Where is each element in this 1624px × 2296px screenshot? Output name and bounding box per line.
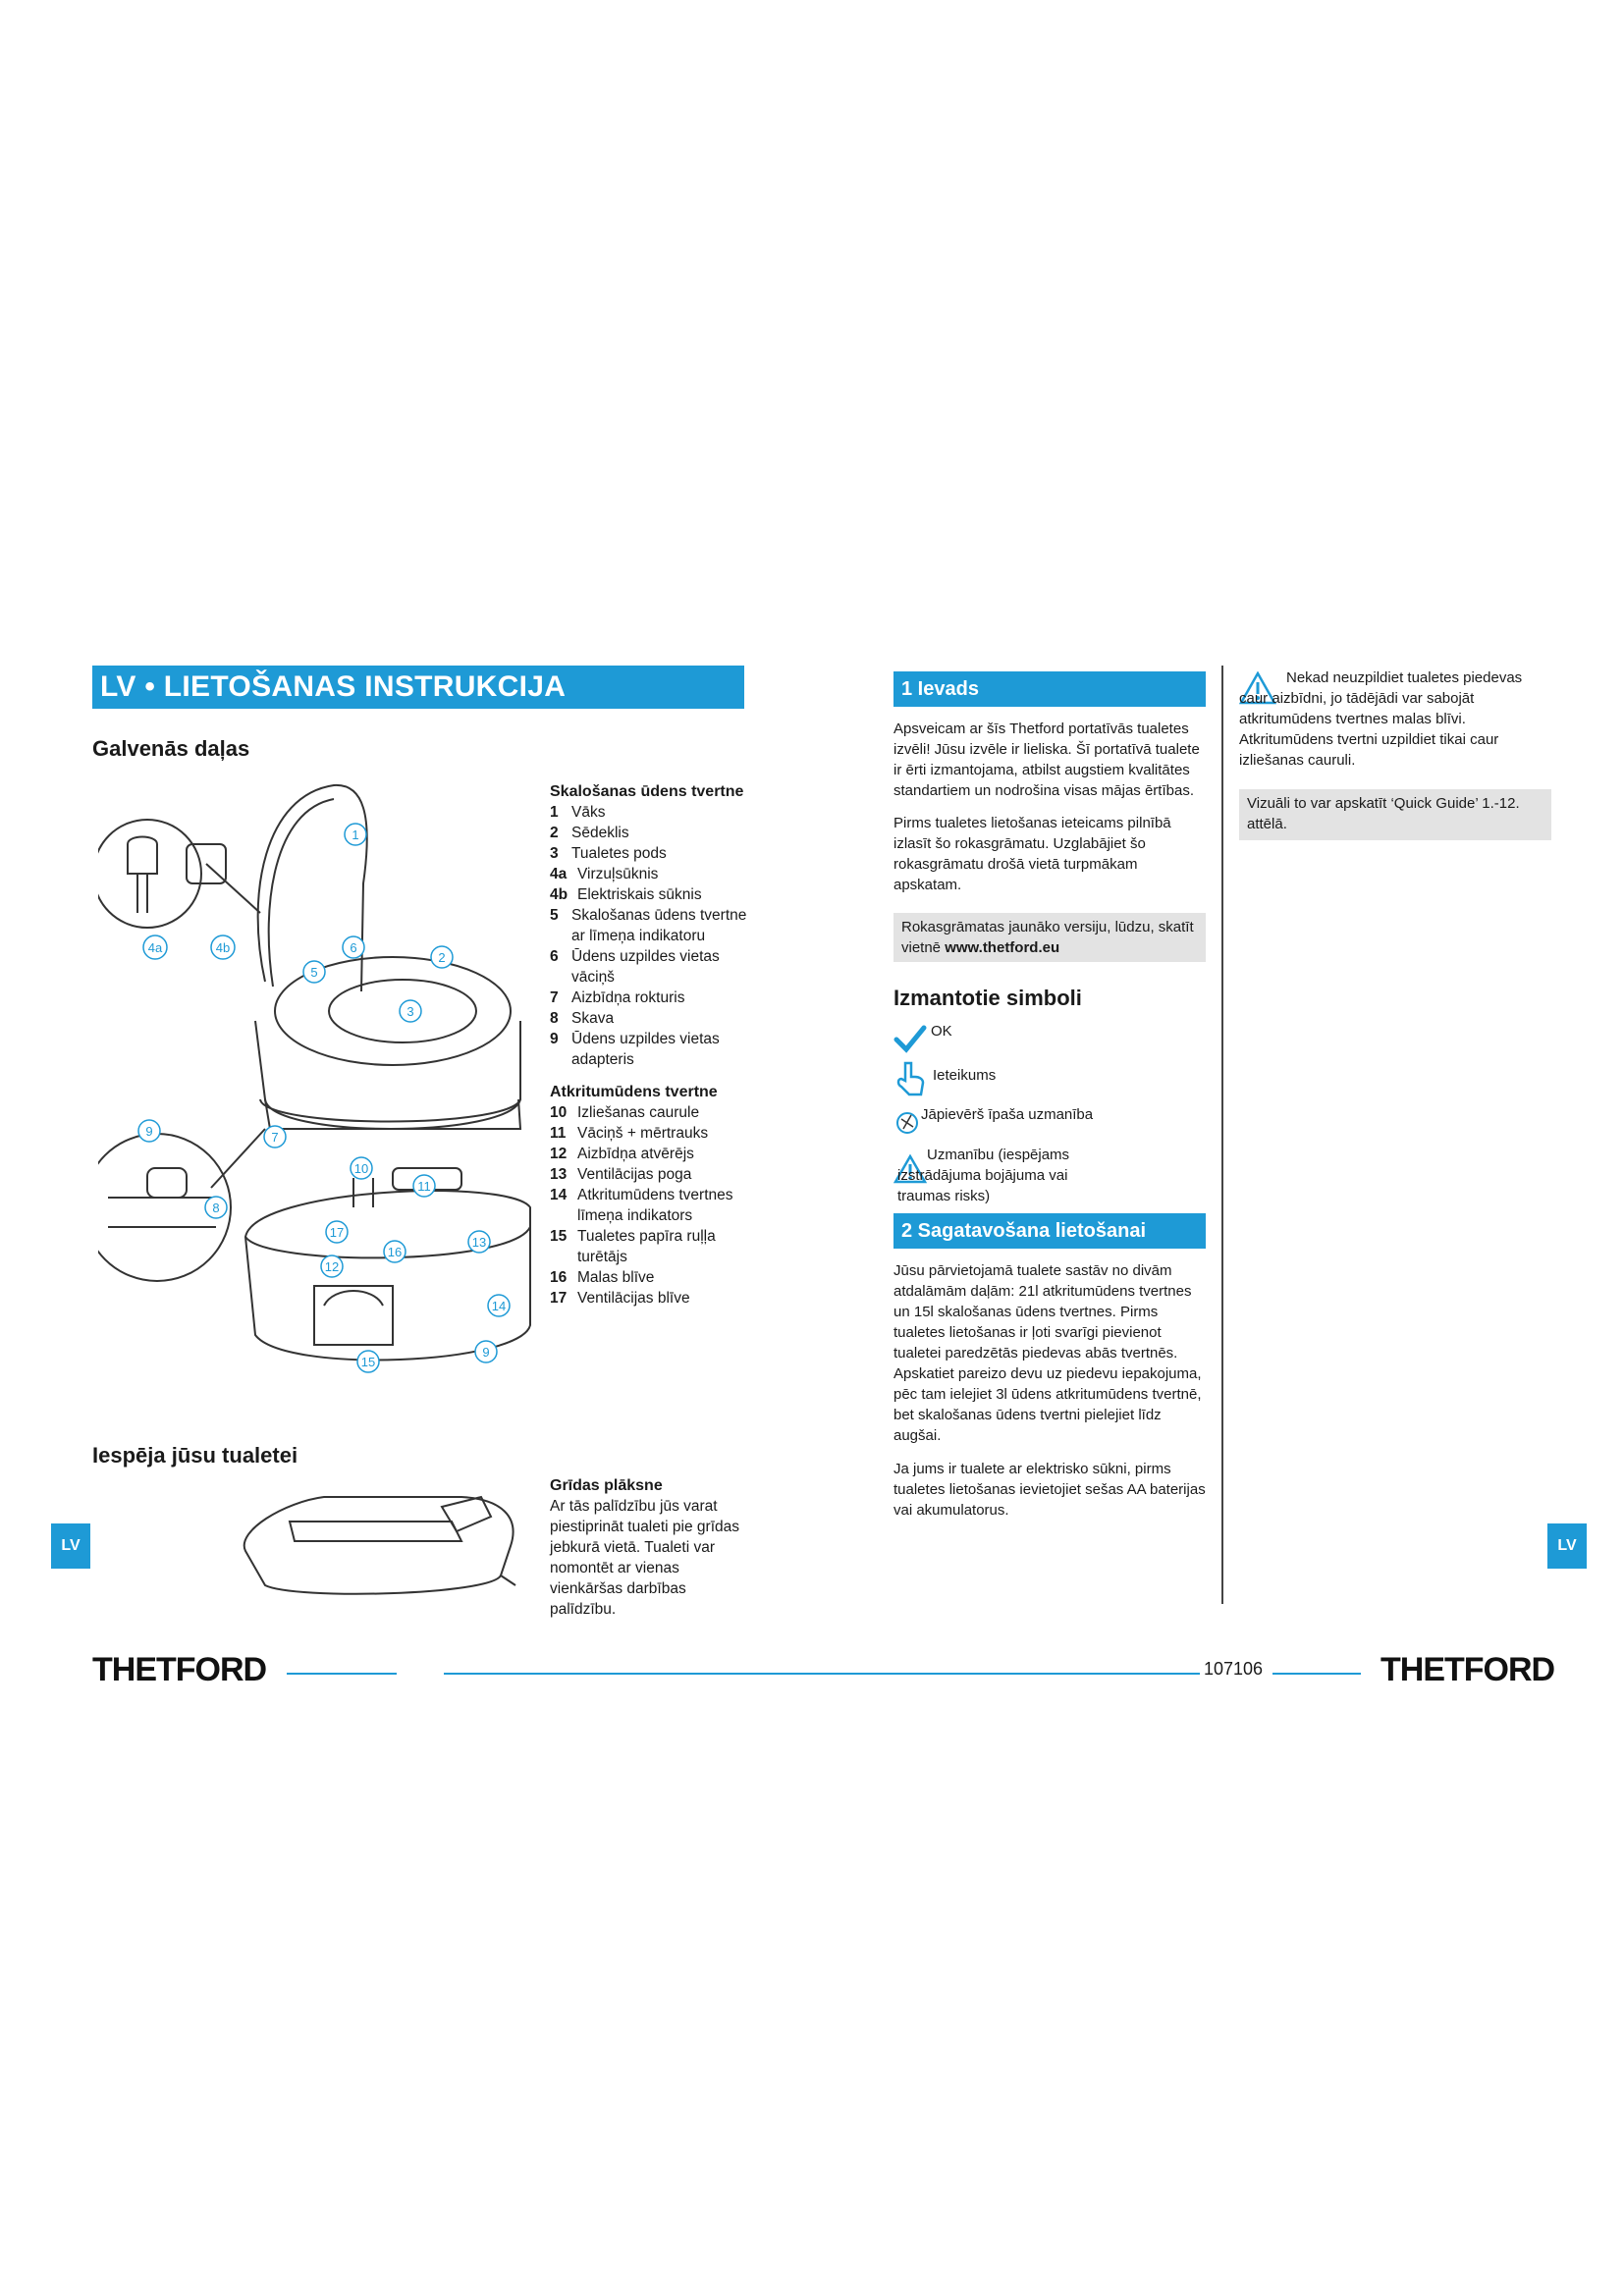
- parts-list-text: Elektriskais sūknis: [577, 886, 702, 903]
- section-1-title: 1 Ievads: [893, 671, 1206, 707]
- page-title: LV • LIETOŠANAS INSTRUKCIJA: [92, 666, 744, 709]
- callout-2: 2: [438, 950, 446, 965]
- check-icon: [893, 1024, 927, 1053]
- quick-guide-note: Vizuāli to var apskatīt ‘Quick Guide’ 1.-12. attēlā.: [1239, 789, 1551, 840]
- callout-14: 14: [491, 1299, 507, 1313]
- callout-7: 7: [271, 1130, 279, 1145]
- parts-list-text: Izliešanas caurule: [577, 1104, 700, 1121]
- parts-list-number: 1: [550, 804, 559, 821]
- parts-list-number: 11: [550, 1125, 567, 1142]
- callout-3: 3: [406, 1004, 414, 1019]
- callout-12: 12: [324, 1259, 340, 1274]
- parts-list-text: Atkritumūdens tvertnes līmeņa indikators: [577, 1187, 733, 1224]
- parts-list-item: [550, 884, 756, 905]
- parts-list-number: 17: [550, 1290, 568, 1307]
- thetford-logo-left: THETFORD: [92, 1651, 267, 1688]
- parts-list-number: 3: [550, 845, 559, 862]
- section-2-paragraph-1: Jūsu pārvietojamā tualete sastāv no divām atdalāmām daļām: 21l atkritumūdens tvertnes un 15l skalošanas ūdens tvertnes. Pirms tualetes lietošanas ir ļoti svarīgi pievienot tualetei paredzētās piedevas abās tvertnēs. Apskatiet pareizo devu uz piedevu iepakojuma, pēc tam ielejiet 3l ūdens atkritumūdens tvertnē, bet skalošanas ūdens tvertni pielejiet līdz augšai.: [893, 1262, 1202, 1444]
- document-number: 107106: [1200, 1659, 1267, 1680]
- section-2-paragraph-2: Ja jums ir tualete ar elektrisko sūkni, pirms tualetes lietošanas ievietojiet sešas AA baterijas vai akumulatorus.: [893, 1461, 1206, 1519]
- callout-11: 11: [417, 1179, 431, 1194]
- parts-list-text: Malas blīve: [577, 1269, 655, 1286]
- parts-list-text: Vāciņš + mērtrauks: [577, 1125, 709, 1142]
- parts-list-item: [550, 1267, 756, 1288]
- section-1-paragraph-2: Pirms tualetes lietošanas ieteicams pilnībā izlasīt šo rokasgrāmatu. Uzglabājiet šo rokasgrāmatu drošā vietā turpmākam apskatam.: [893, 815, 1171, 893]
- parts-list-text: Tualetes papīra ruļļa turētājs: [577, 1228, 716, 1265]
- parts-list-text: Ventilācijas blīve: [577, 1290, 690, 1307]
- parts-list-text: Skalošanas ūdens tvertne ar līmeņa indikatoru: [571, 907, 747, 944]
- toilet-parts-diagram: [98, 775, 550, 1404]
- parts-list-item: [550, 1144, 756, 1164]
- parts-list-text: Vāks: [571, 804, 606, 821]
- parts-list-item: [550, 802, 756, 823]
- parts-list-number: 10: [550, 1104, 568, 1121]
- symbols-list: [893, 1019, 1206, 1204]
- callout-5: 5: [310, 965, 318, 980]
- floor-plate-heading: Grīdas plāksne: [550, 1477, 663, 1494]
- floor-plate-block: [550, 1475, 756, 1620]
- thetford-link[interactable]: www.thetford.eu: [945, 939, 1060, 956]
- parts-list-text: Ūdens uzpildes vietas vāciņš: [571, 948, 720, 986]
- parts-list-item: [550, 823, 756, 843]
- parts-list-item: [550, 864, 756, 884]
- parts-list-number: 13: [550, 1166, 568, 1183]
- symbol-recommendation: [893, 1058, 1206, 1099]
- parts-list-text: Tualetes pods: [571, 845, 667, 862]
- attention-hand-icon: [893, 1105, 921, 1135]
- callout-4b: 4b: [215, 940, 231, 955]
- parts-list-text: Ūdens uzpildes vietas adapteris: [571, 1031, 720, 1068]
- warning-text: Nekad neuzpildiet tualetes piedevas caur aizbīdni, jo tādējādi var sabojāt atkritumūdens tvertnes malas blīvi. Atkritumūdens tvertni uzpildiet tikai caur izliešanas cauruli.: [1239, 669, 1523, 769]
- main-parts-heading: Galvenās daļas: [92, 736, 250, 761]
- section-1-paragraph-1: Apsveicam ar šīs Thetford portatīvās tualetes izvēli! Jūsu izvēle ir lieliska. Šī portatīvā tualete ir ērti izmantojama, atbilst augstiem kvalitātes standartiem un nodrošina visas mājas ērtības.: [893, 721, 1200, 799]
- symbol-attention: [893, 1099, 1206, 1141]
- waste-tank-heading: Atkritumūdens tvertne: [550, 1084, 718, 1100]
- parts-list-text: Aizbīdņa rokturis: [571, 989, 685, 1006]
- symbol-caution: [893, 1141, 1206, 1204]
- parts-list-number: 16: [550, 1269, 568, 1286]
- parts-list-item: [550, 1226, 756, 1267]
- parts-list-text: Ventilācijas poga: [577, 1166, 692, 1183]
- callout-10: 10: [353, 1161, 369, 1176]
- parts-list-item: [550, 905, 756, 946]
- callout-8: 8: [212, 1201, 220, 1215]
- parts-list-item: [550, 988, 756, 1008]
- callout-16: 16: [387, 1245, 403, 1259]
- flush-tank-heading: Skalošanas ūdens tvertne: [550, 783, 744, 800]
- parts-list-item: [550, 1102, 756, 1123]
- latest-version-note: [893, 913, 1206, 962]
- callout-9b: 9: [482, 1345, 490, 1360]
- parts-list-number: 4b: [550, 886, 568, 903]
- language-tab-left[interactable]: LV: [51, 1523, 90, 1569]
- parts-list-number: 8: [550, 1010, 559, 1027]
- parts-list-number: 7: [550, 989, 559, 1006]
- symbol-recommendation-label: Ieteikums: [933, 1066, 997, 1084]
- callout-1: 1: [352, 828, 359, 842]
- parts-list-item: [550, 1288, 756, 1308]
- parts-list-item: [550, 1123, 756, 1144]
- parts-list-item: [550, 1029, 756, 1070]
- symbol-ok-label: OK: [931, 1022, 952, 1040]
- parts-list-text: Aizbīdņa atvērējs: [577, 1146, 694, 1162]
- callout-15: 15: [360, 1355, 376, 1369]
- parts-list-item: [550, 843, 756, 864]
- parts-list-item: [550, 946, 756, 988]
- symbol-ok: [893, 1019, 1206, 1058]
- symbol-caution-label: Uzmanību (iespējams izstrādājuma bojājuma vai traumas risks): [897, 1147, 1070, 1204]
- parts-list-number: 6: [550, 948, 559, 965]
- parts-list-text: Sēdeklis: [571, 825, 629, 841]
- section-2-title: 2 Sagatavošana lietošanai: [893, 1213, 1206, 1249]
- parts-list-item: [550, 1008, 756, 1029]
- floor-plate-text: Ar tās palīdzību jūs varat piestiprināt tualeti pie grīdas jebkurā vietā. Tualeti var nomontēt ar vienas vienkāršas darbības palīdzību.: [550, 1498, 740, 1618]
- parts-list-text: Virzuļsūknis: [577, 866, 659, 882]
- option-heading: Iespēja jūsu tualetei: [92, 1443, 298, 1468]
- parts-list-number: 12: [550, 1146, 568, 1162]
- parts-list-number: 4a: [550, 866, 568, 882]
- parts-list-number: 5: [550, 907, 559, 924]
- parts-list-text: Skava: [571, 1010, 615, 1027]
- parts-list-item: [550, 1185, 756, 1226]
- symbols-heading: Izmantotie simboli: [893, 986, 1082, 1010]
- callout-13: 13: [471, 1235, 487, 1250]
- footer-rule-left: [287, 1673, 397, 1675]
- callout-6: 6: [350, 940, 357, 955]
- floor-plate-diagram: [236, 1477, 530, 1605]
- parts-list-number: 14: [550, 1187, 568, 1203]
- language-tab-right[interactable]: LV: [1547, 1523, 1587, 1569]
- hand-pointing-icon: [893, 1061, 927, 1096]
- footer-rule-right: [1272, 1673, 1361, 1675]
- parts-list-item: [550, 1164, 756, 1185]
- parts-list-number: 9: [550, 1031, 559, 1047]
- callout-4a: 4a: [147, 940, 163, 955]
- parts-list-number: 15: [550, 1228, 568, 1245]
- flush-tank-parts-list: [550, 781, 756, 1308]
- parts-list-number: 2: [550, 825, 559, 841]
- callout-9a: 9: [145, 1124, 153, 1139]
- latest-version-note-text: Rokasgrāmatas jaunāko versiju, lūdzu, skatīt vietnē: [901, 919, 1194, 956]
- footer-rule-middle: [444, 1673, 1210, 1675]
- column-divider: [1221, 666, 1223, 1604]
- callout-17: 17: [329, 1225, 345, 1240]
- symbol-attention-label: Jāpievērš īpaša uzmanība: [921, 1105, 1094, 1123]
- thetford-logo-right: THETFORD: [1380, 1651, 1555, 1688]
